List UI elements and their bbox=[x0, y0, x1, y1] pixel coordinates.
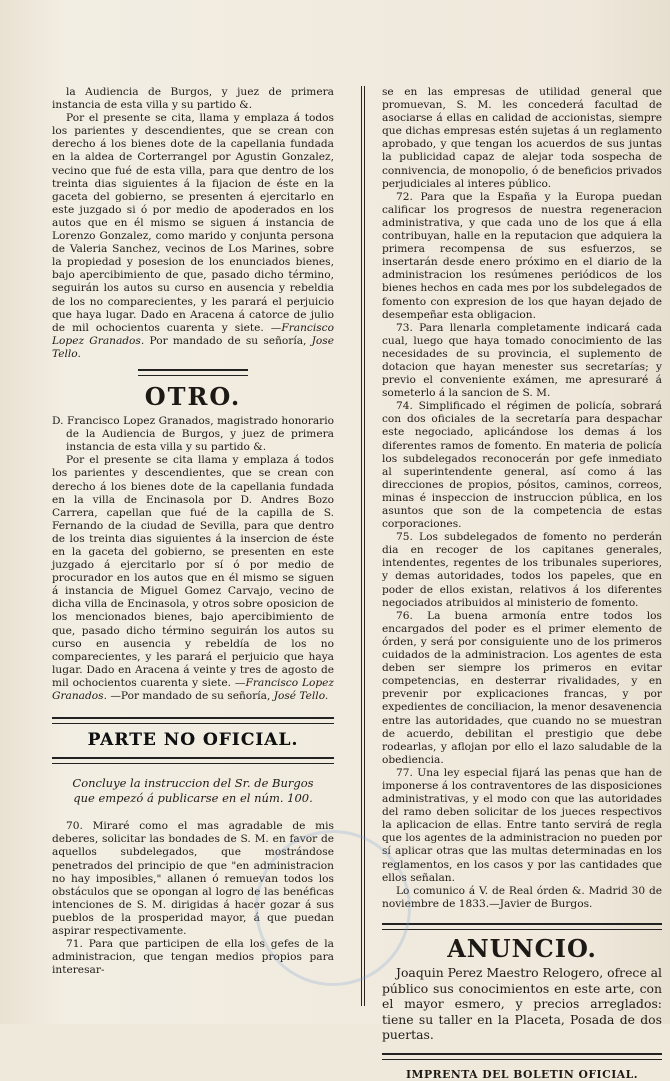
clerk-signature: José Tello. bbox=[273, 690, 329, 703]
article-71: 71. Para que participen de ella los gefes de la administracion, que tengan medios propios para interesar- bbox=[52, 938, 334, 977]
mandate-text: —Por mandado de su señoría, bbox=[110, 690, 271, 703]
section-separator bbox=[138, 369, 248, 376]
article-70: 70. Miraré como el mas agradable de mis deberes, solicitar las bondades de S. M. en favor de aquellos subdelegados, que mostrándose penetrados del principio de que "en administracion no hay imposibles," allanen ó remuevan todos los obstáculos que se opongan al logro de las benéficas intenciones de S. M. dirigidas á hacer gozar á sus pueblos de la prosperidad mayor, á que puedan aspirar respectivamente. bbox=[52, 820, 334, 937]
article-75: 75. Los subdelegados de fomento no perderán dia en recoger de los capitanes generales, intendentes, regentes de los tribunales superiores, y demas autoridades, todos los papeles, que en poder de ellos existan, relativos á los diferentes negociados atribuidos al ministerio de fomento. bbox=[382, 531, 662, 609]
notice-heading-continued: la Audiencia de Burgos, y juez de primera instancia de esta villa y su partido &. bbox=[52, 86, 334, 112]
notice-text: Por el presente se cita llama y emplaza á todos los parientes y descendientes, que se crean con derecho á los bienes dote de la capellania fundada en la villa de Encinasola por D. Andres Bozo Carrera, capellan que fué de la capilla de S. Fernando de la ciudad de Sevilla, para que dentro de los treinta dias siguientes á la insercion de éste en la gaceta del gobierno, se presenten en este juzgado á ejercitarlo por sí ó por medio de procurador en los autos que en él mismo se siguen á instancia de Miguel Gomez Carvajo, vecino de dicha villa de Encinasola, y otros sobre oposicion de los mencionados bienes, bajo apercibimiento de que, pasado dicho término seguirán los autos su curso en ausencia y rebeldía de los no comparecientes, y les parará el perjuicio que haya lugar. Dado en Aracena á veinte y tres de agosto de mil ochocientos cuarenta y siete. bbox=[52, 454, 334, 689]
right-column bbox=[382, 86, 662, 1081]
section-separator bbox=[52, 757, 334, 764]
section-separator bbox=[382, 923, 662, 930]
clerk-signature: Jose Tello. bbox=[52, 334, 335, 360]
article-77: 77. Una ley especial fijará las penas que han de imponerse á los contraventores de las disposiciones administrativas, y el modo con que las autoridades del ramo deben solicitar de los jueces respectivos la aplicacion de ellas. Entre tanto servirá de regla que los agentes de la administracion no pueden por sí aplicar otras que las multas determinadas en los reglamentos, en los casos y por las cantidades que ellos señalan. bbox=[382, 766, 662, 884]
anuncio-heading: ANUNCIO. bbox=[447, 933, 597, 963]
article-72: 72. Para que la España y la Europa puedan calificar los progresos de nuestra regeneracion administrativa, y que cada uno de los que á ella contribuyan, halle en la reputacion que adquiera la primera recompensa de sus esfuerzos, se insertarán desde enero próximo en el diario de la administracion los resúmenes periódicos de los bienes hechos en cada mes por los subdelegados de fomento con expresion de los que hayan dejado de desempeñar esta obligacion. bbox=[382, 190, 662, 321]
notice-heading: D. Francisco Lopez Granados, magistrado honorario de la Audiencia de Burgos, y juez de primera instancia de esta villa y su partido &. bbox=[52, 415, 334, 454]
closing-line: Lo comunico á V. de Real órden &. Madrid 30 de noviembre de 1833.—Javier de Burgos. bbox=[382, 884, 662, 910]
otro-heading: OTRO. bbox=[144, 381, 242, 411]
advertisement-text: Joaquin Perez Maestro Relogero, ofrece al público sus conocimientos en este arte, con el mayor esmero, y precios arreglados: tiene su taller en la Placeta, Posada de dos puertas. bbox=[382, 965, 662, 1042]
notice-paragraph bbox=[52, 454, 334, 703]
article-76: 76. La buena armonía entre todos los encargados del poder es el primer elemento de órden, y será por consiguiente uno de los primeros cuidados de la administracion. Los agentes de esta deben ser siempre los primeros en evitar competencias, en desterrar rivalidades, y en prevenir por explicaciones francas, y por expedientes de conciliacion, la menor desavenencia entre las autoridades, que cuando no se muestran de acuerdo, debilitan el prestigio que debe rodearlas, y aflojan por ello el lazo saludable de la obediencia. bbox=[382, 609, 662, 766]
notice-text: Por el presente se cita, llama y emplaza á todos los parientes y descendientes, que se crean con derecho á los bienes dote de la capellania fundada en la aldea de Corterrangel por Agustin Gonzalez, vecino que fué de esta villa, para que dentro de los treinta dias siguientes á la fijacion de éste en la gaceta del gobierno, se presenten á ejercitarlo en este juzgado si ó por medio de apoderados en los autos que en él mismo se siguen á instancia de Lorenzo Gonzalez, como marido y conjunta persona de Valeria Sanchez, vecinos de Los Marines, sobre la propiedad y posesion de los enunciados bienes, bajo apercibimiento de que, pasado dicho término, seguirán los autos su curso en ausencia y rebeldia de los no comparecientes, y les parará el perjuicio que haya lugar. Dado en Aracena á catorce de julio de mil ochocientos cuarenta y siete. bbox=[52, 112, 334, 334]
parte-no-oficial-heading: PARTE NO OFICIAL. bbox=[87, 730, 299, 751]
article-73: 73. Para llenarla completamente indicará cada cual, luego que haya tomado conocimiento de las necesidades de su provincia, el suplemento de dotacion que hayan menester sus secretarías; y previo el conveniente exámen, me apresuraré á someterlo á la sancion de S. M. bbox=[382, 321, 662, 400]
column-divider bbox=[361, 86, 362, 1006]
article-74: 74. Simplificado el régimen de policía, sobrará con dos oficiales de la secretaría para despachar este negociado, aplicándose los demas á los diferentes ramos de fomento. En materia de policía los subdelegados reconocerán por gefe inmediato al superintendente general, así como á las direcciones de propios, pósitos, caminos, correos, minas é inspeccion de instruccion pública, en los asuntos que son de la competencia de estas corporaciones. bbox=[382, 400, 662, 531]
notice-paragraph bbox=[52, 112, 334, 361]
section-separator bbox=[52, 717, 334, 724]
left-column bbox=[52, 86, 334, 977]
judge-signature: —Francisco Lopez Granados. bbox=[52, 321, 334, 347]
section-intro: Concluye la instruccion del Sr. de Burgos que empezó á publicarse en el núm. 100. bbox=[72, 776, 314, 806]
judge-signature: —Francisco Lopez Granados. bbox=[52, 676, 334, 703]
article-71-continued: se en las empresas de utilidad general que promuevan, S. M. les concederá facultad de asociarse á ellas en calidad de accionistas, siempre que dichas empresas estén sujetas á un reglamento aprobado, y que tengan los acuerdos de sus juntas la publicidad capaz de alejar toda sospecha de connivencia, de monopolio, ó de beneficios privados perjudiciales al interes público. bbox=[382, 86, 662, 190]
mandate-text: Por mandado de su señoría, bbox=[149, 334, 307, 347]
column-divider bbox=[364, 86, 365, 1006]
printer-imprint: IMPRENTA DEL BOLETIN OFICIAL. bbox=[406, 1067, 638, 1081]
section-separator bbox=[382, 1053, 662, 1060]
